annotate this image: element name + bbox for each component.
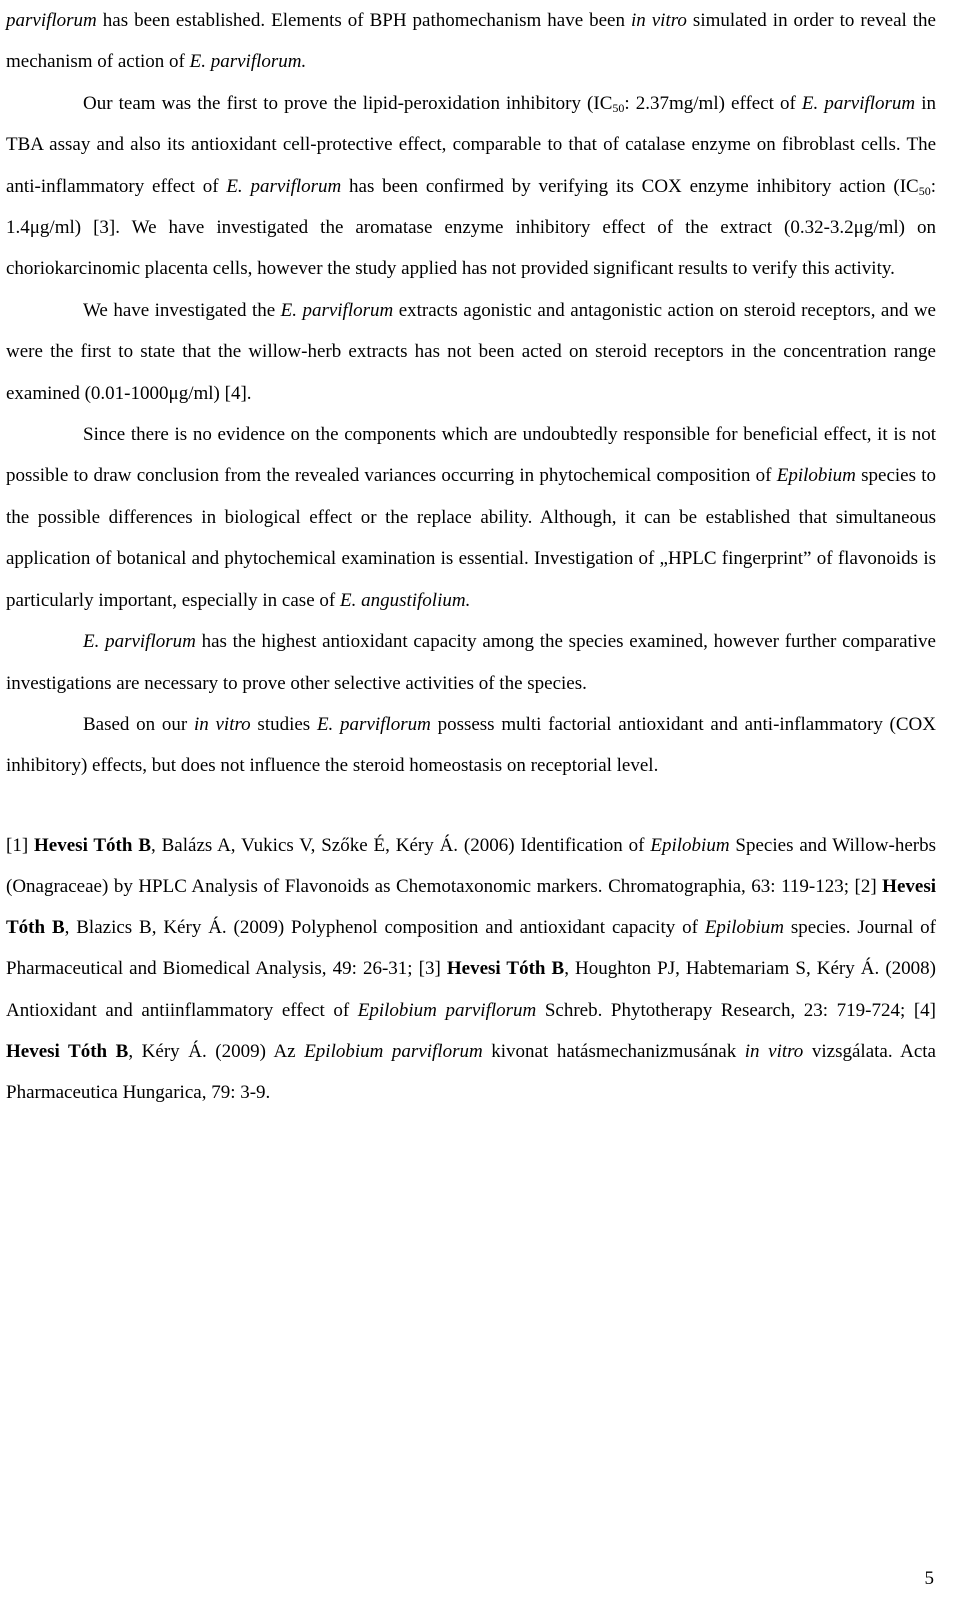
body-text xyxy=(6,0,936,787)
text-run-italic: parviflorum xyxy=(6,10,97,31)
text-run-italic: E. parviflorum xyxy=(280,299,394,321)
text-run-text: , Balázs A, Vukics V, Szőke É, Kéry Á. (2006) Identification of xyxy=(151,834,651,856)
text-run-text: simulated in order to reveal the mechanism of action of xyxy=(6,10,936,73)
text-run-text: has been established. Elements of BPH pathomechanism have been xyxy=(96,10,631,31)
text-run-italic: E. parviflorum xyxy=(316,713,431,735)
text-run-text: , Houghton PJ, Habtemariam S, Kéry Á. (2008) Antioxidant and antiinflammatory effect of xyxy=(6,958,937,1021)
text-run-italic: in vitro xyxy=(744,1040,804,1062)
text-run-text: species to the possible differences in biological effect or the replace ability. Although, it can be established that simultaneous application of botanical and phytochemical examination is essential. Investigation of „HPLC fingerprint” of flavonoids is particularly important, especially in case of xyxy=(6,465,936,611)
paragraph-continued xyxy=(6,0,936,83)
text-run-italic: E. parviflorum xyxy=(226,175,342,197)
text-run-text: kivonat hatásmechanizmusának xyxy=(482,1040,745,1062)
document-page xyxy=(6,0,936,1113)
text-run-italic: in vitro xyxy=(193,713,251,735)
text-run-bold: Hevesi Tóth B xyxy=(6,875,936,939)
text-run-text: Since there is no evidence on the components which are undoubtedly responsible for beneficial effect, it is not possible to draw conclusion from the revealed variances occurring in phytochemical composition of xyxy=(6,424,936,487)
text-run-italic: E. angustifolium. xyxy=(339,589,471,611)
text-run-italic: Epilobium parviflorum xyxy=(357,999,537,1021)
text-run-italic: E. parviflorum. xyxy=(189,51,307,73)
text-run-text: [1] xyxy=(6,834,35,856)
text-run-text: , Blazics B, Kéry Á. (2009) Polyphenol composition and antioxidant capacity of xyxy=(64,917,705,939)
text-run-text: Schreb. Phytotherapy Research, 23: 719-724; [4] xyxy=(536,999,936,1021)
text-run-text: Species and Willow-herbs (Onagraceae) by HPLC Analysis of Flavonoids as Chemotaxonomic markers. Chromatographia, 63: 119-123; [2] xyxy=(6,834,937,897)
text-run-bold: Hevesi Tóth B xyxy=(6,1040,129,1062)
text-run-text: studies xyxy=(250,713,317,735)
text-run-text: possess multi factorial antioxidant and anti-inflammatory (COX inhibitory) effects, but does not influence the steroid homeostasis on receptorial level. xyxy=(6,713,936,777)
page-number: 5 xyxy=(924,1568,934,1589)
text-run-subscript: 50 xyxy=(612,100,625,115)
paragraph-lipid-peroxidation xyxy=(6,83,936,290)
references xyxy=(6,825,936,1113)
text-run-text: We have investigated the xyxy=(83,299,281,321)
text-run-text: Our team was the first to prove the lipid-peroxidation inhibitory (IC xyxy=(83,92,613,114)
text-run-italic: Epilobium parviflorum xyxy=(304,1040,483,1062)
text-run-italic: Epilobium xyxy=(704,917,784,939)
text-run-italic: E. parviflorum xyxy=(801,92,916,114)
text-run-text: Based on our xyxy=(83,713,194,735)
paragraph-steroid-receptors xyxy=(6,290,936,414)
text-run-italic: in vitro xyxy=(630,10,687,31)
text-run-text: in TBA assay and also its antioxidant cell-protective effect, comparable to that of catalase enzyme on fibroblast cells. The anti-inflammatory effect of xyxy=(6,92,937,197)
text-run-bold: Hevesi Tóth B xyxy=(34,834,151,856)
text-run-text: species. Journal of Pharmaceutical and Biomedical Analysis, 49: 26-31; [3] xyxy=(6,917,936,980)
paragraph-evidence xyxy=(6,414,936,621)
text-run-text: vizsgálata. Acta Pharmaceutica Hungarica, 79: 3-9. xyxy=(6,1040,936,1103)
text-run-text: : 2.37mg/ml) effect of xyxy=(624,92,802,114)
text-run-subscript: 50 xyxy=(918,183,931,198)
text-run-text: , Kéry Á. (2009) Az xyxy=(128,1040,305,1062)
text-run-italic: Epilobium xyxy=(776,465,856,487)
text-run-italic: E. parviflorum xyxy=(83,631,196,653)
text-run-italic: Epilobium xyxy=(650,834,730,856)
text-run-text: : 1.4μg/ml) [3]. We have investigated the aromatase enzyme inhibitory effect of the extract (0.32-3.2μg/ml) on choriokarcinomic placenta cells, however the study applied has not provided significant results to verify this activity. xyxy=(6,175,936,280)
text-run-text: has the highest antioxidant capacity among the species examined, however further comparative investigations are necessary to prove other selective activities of the species. xyxy=(6,631,936,694)
paragraph-conclusion xyxy=(6,704,936,787)
paragraph-antioxidant-capacity xyxy=(6,621,936,704)
text-run-bold: Hevesi Tóth B xyxy=(446,958,565,980)
text-run-text: extracts agonistic and antagonistic action on steroid receptors, and we were the first to state that the willow-herb extracts has not been acted on steroid receptors in the concentration range examined (0.01-1000μg/ml) [4]. xyxy=(6,299,936,404)
text-run-text: has been confirmed by verifying its COX enzyme inhibitory action (IC xyxy=(341,175,919,197)
